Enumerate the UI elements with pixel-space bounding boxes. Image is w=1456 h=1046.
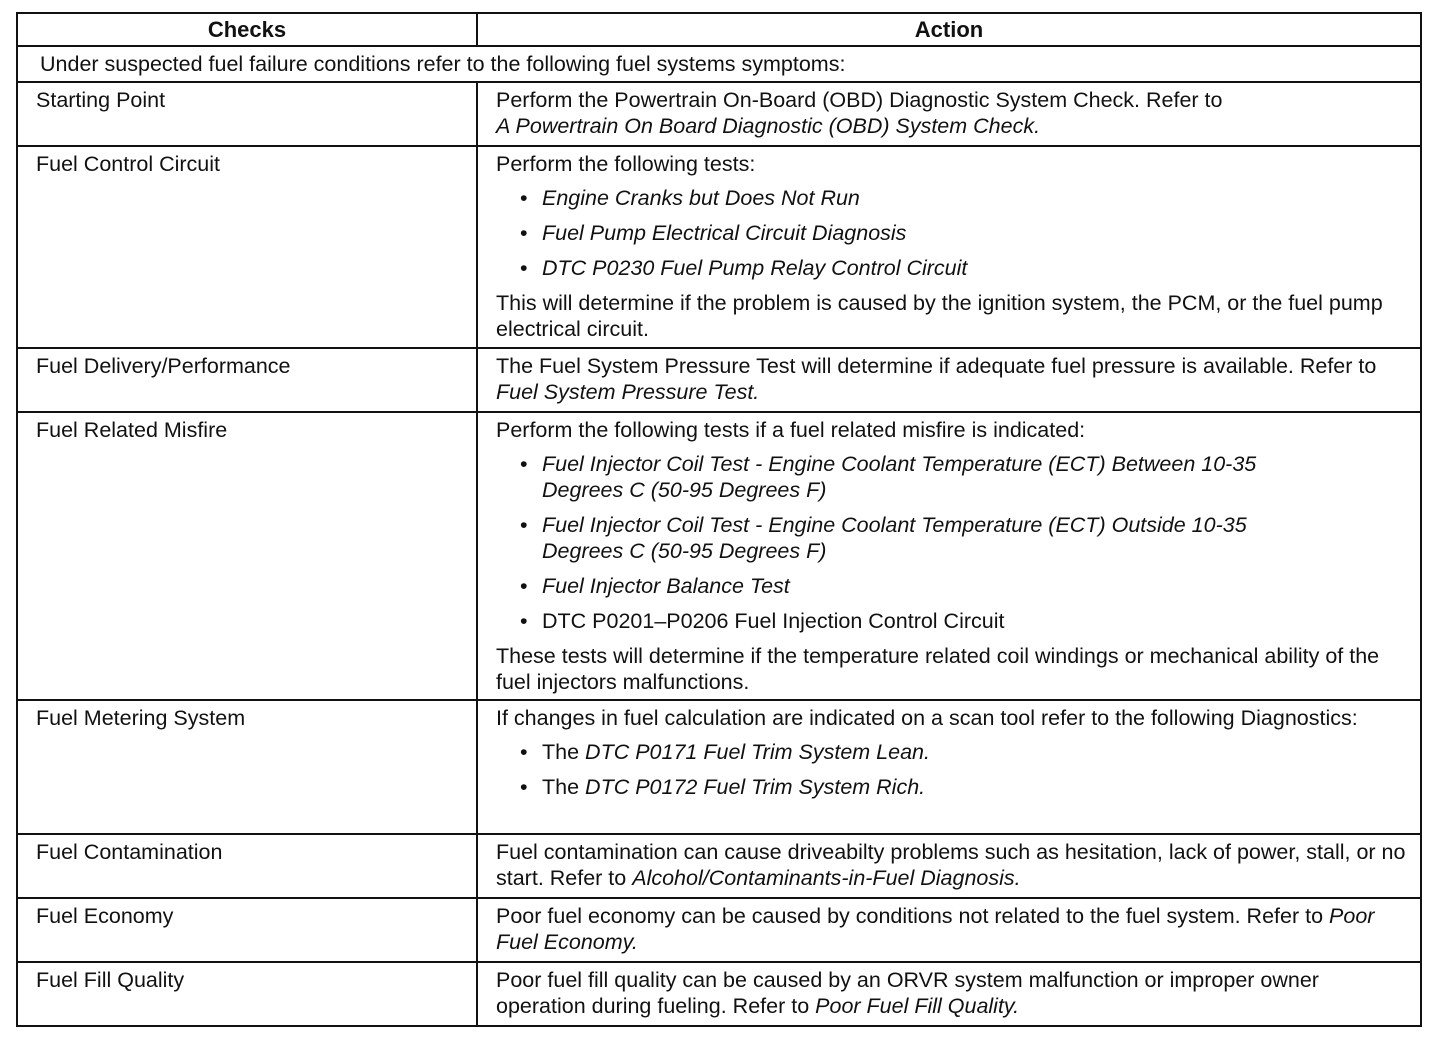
action-text: Fuel contamination can cause driveabilty problems such as hesitation, lack of power, stall, or no start. Refer to: [496, 840, 1406, 890]
list-item-prefix: The: [542, 775, 580, 799]
list-item-prefix: The: [542, 740, 580, 764]
action-cell: [477, 82, 1421, 146]
action-cell: [477, 834, 1421, 898]
check-cell: Fuel Related Misfire: [17, 412, 477, 700]
action-header: Action: [477, 13, 1421, 46]
reference-link: A Powertrain On Board Diagnostic (OBD) System Check.: [496, 114, 1041, 138]
test-list: [496, 451, 1406, 634]
action-note: This will determine if the problem is caused by the ignition system, the PCM, or the fuel pump electrical circuit.: [496, 291, 1383, 341]
action-note: These tests will determine if the temperature related coil windings or mechanical ability of the fuel injectors malfunctions.: [496, 644, 1380, 694]
reference-link: Fuel System Pressure Test.: [496, 380, 760, 404]
checks-header: Checks: [17, 13, 477, 46]
intro-row: [17, 46, 1421, 82]
action-cell: [477, 146, 1421, 348]
table-row: [17, 834, 1421, 898]
list-item: • Engine Cranks but Does Not Run: [542, 185, 1406, 211]
table-row: [17, 146, 1421, 348]
table-row: [17, 962, 1421, 1026]
action-cell: [477, 700, 1421, 834]
action-cell: [477, 898, 1421, 962]
check-cell: Fuel Delivery/Performance: [17, 348, 477, 412]
table-row: [17, 412, 1421, 700]
action-text: The Fuel System Pressure Test will determine if adequate fuel pressure is available. Refer to: [496, 354, 1377, 378]
intro-text: Under suspected fuel failure conditions refer to the following fuel systems symptoms:: [17, 46, 1421, 82]
check-cell: Fuel Control Circuit: [17, 146, 477, 348]
reference-link: DTC P0172 Fuel Trim System Rich.: [585, 775, 926, 799]
list-item: • Fuel Pump Electrical Circuit Diagnosis: [542, 220, 1406, 246]
header-row: [17, 13, 1421, 46]
reference-link: DTC P0171 Fuel Trim System Lean.: [585, 740, 930, 764]
test-list: [496, 739, 1406, 800]
table-row: [17, 700, 1421, 834]
action-cell: [477, 348, 1421, 412]
check-cell: Fuel Contamination: [17, 834, 477, 898]
check-cell: Starting Point: [17, 82, 477, 146]
check-cell: Fuel Metering System: [17, 700, 477, 834]
reference-link: Poor Fuel Economy.: [496, 904, 1375, 954]
list-item: • Fuel Injector Coil Test - Engine Coolant Temperature (ECT) Between 10-35 Degrees C (50-95 Degrees F): [542, 451, 1286, 503]
table-row: [17, 348, 1421, 412]
reference-link: Poor Fuel Fill Quality.: [815, 994, 1020, 1018]
check-cell: Fuel Economy: [17, 898, 477, 962]
list-item: • Fuel Injector Coil Test - Engine Coolant Temperature (ECT) Outside 10-35 Degrees C (50-95 Degrees F): [542, 512, 1286, 564]
action-lead: Perform the following tests if a fuel related misfire is indicated:: [496, 418, 1086, 442]
check-cell: Fuel Fill Quality: [17, 962, 477, 1026]
test-list: [496, 185, 1406, 281]
fuel-diagnosis-table: [16, 12, 1422, 1027]
reference-link: Alcohol/Contaminants-in-Fuel Diagnosis.: [632, 866, 1021, 890]
list-item: • Fuel Injector Balance Test: [542, 573, 1286, 599]
list-item: [542, 739, 1406, 765]
list-item: • DTC P0230 Fuel Pump Relay Control Circuit: [542, 255, 1406, 281]
action-text: Poor fuel economy can be caused by conditions not related to the fuel system. Refer to: [496, 904, 1324, 928]
list-item: • DTC P0201–P0206 Fuel Injection Control Circuit: [542, 608, 1286, 634]
action-lead: If changes in fuel calculation are indicated on a scan tool refer to the following Diagnostics:: [496, 706, 1358, 730]
table-row: [17, 82, 1421, 146]
action-lead: Perform the following tests:: [496, 152, 756, 176]
action-text: Perform the Powertrain On-Board (OBD) Diagnostic System Check. Refer to: [496, 88, 1223, 112]
list-item: [542, 774, 1406, 800]
action-text: Poor fuel fill quality can be caused by an ORVR system malfunction or improper owner operation during fueling. Refer to: [496, 968, 1319, 1018]
action-cell: [477, 962, 1421, 1026]
action-cell: [477, 412, 1421, 700]
table-row: [17, 898, 1421, 962]
